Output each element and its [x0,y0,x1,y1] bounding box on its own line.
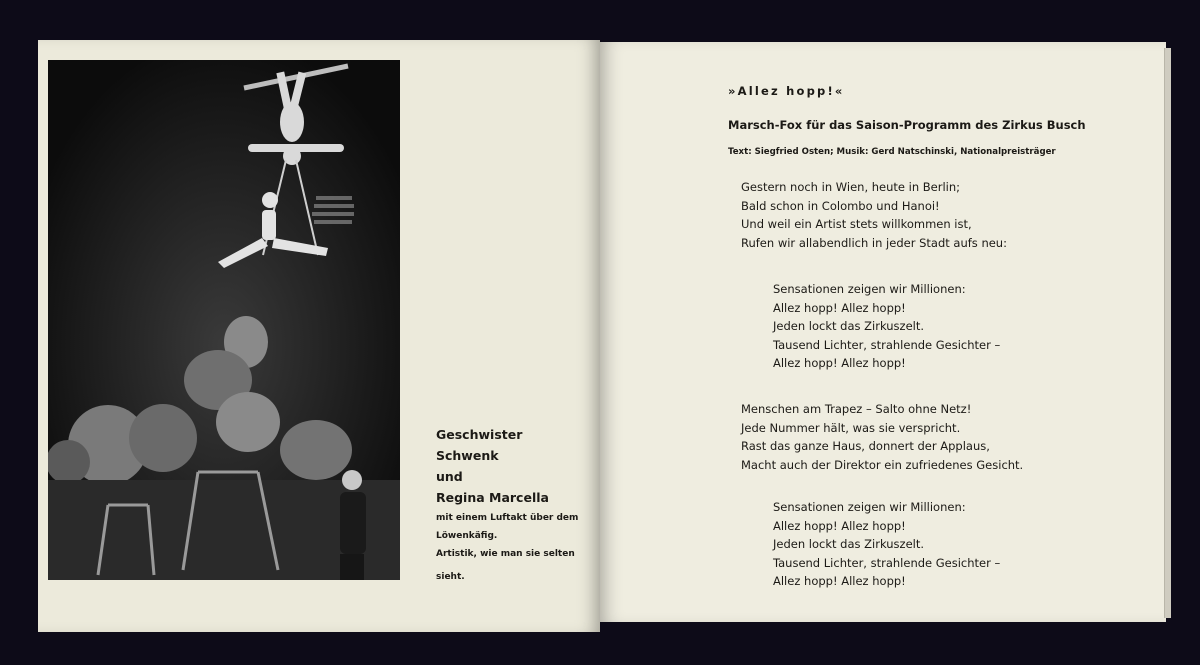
lyric-line: Rufen wir allabendlich in jeder Stadt aufs neu: [741,235,1007,250]
lyric-line: Gestern noch in Wien, heute in Berlin; [741,180,961,194]
lyric-line: Bald schon in Colombo und Hanoi! [741,198,940,213]
lyric-line: Menschen am Trapez – Salto ohne Netz! [741,402,972,416]
caption-sub-4: sieht. [436,572,465,582]
lyric-line: Jeden lockt das Zirkuszelt. [773,319,925,334]
caption-line-1: Geschwister [436,427,523,442]
song-subtitle: Marsch-Fox für das Saison-Programm des Zirkus Busch [728,118,1086,132]
song-header [728,84,1148,157]
lyric-line: Allez hopp! Allez hopp! [773,356,906,371]
lyric-line: Sensationen zeigen wir Millionen: [773,500,966,514]
caption-line-2: Schwenk [436,448,499,463]
stanza-4-refrain [773,498,1000,591]
song-title: »Allez hopp!« [728,84,845,98]
caption-sub-3: Artistik, wie man sie selten [436,549,575,559]
lyric-line: Tausend Lichter, strahlende Gesichter – [773,337,1001,352]
lyric-line: Und weil ein Artist stets willkommen ist, [741,217,972,232]
lyric-line: Jeden lockt das Zirkuszelt. [773,537,925,552]
lyric-line: Allez hopp! Allez hopp! [773,574,906,589]
song-credits: Text: Siegfried Osten; Musik: Gerd Natschinski, Nationalpreisträger [728,147,1056,157]
lyric-line: Rast das ganze Haus, donnert der Applaus, [741,439,990,454]
stanza-2-refrain [773,280,1000,373]
caption-line-3: und [436,469,463,484]
circus-photo-drawing [48,60,400,580]
caption-line-4: Regina Marcella [436,490,549,505]
lyric-line: Jede Nummer hält, was sie verspricht. [741,420,961,435]
page-stack-edge [1164,48,1171,618]
stanza-1 [741,178,1007,252]
lyric-line: Allez hopp! Allez hopp! [773,300,906,315]
lyric-line: Tausend Lichter, strahlende Gesichter – [773,555,1001,570]
lyric-line: Macht auch der Direktor ein zufriedenes Gesicht. [741,457,1024,472]
caption-sub-1: mit einem Luftakt über dem [436,513,579,523]
circus-photo [48,60,400,580]
lyric-line: Sensationen zeigen wir Millionen: [773,282,966,296]
stanza-3 [741,400,1023,474]
lyric-line: Allez hopp! Allez hopp! [773,518,906,533]
photo-caption [436,424,586,582]
caption-sub-2: Löwenkäfig. [436,531,498,541]
